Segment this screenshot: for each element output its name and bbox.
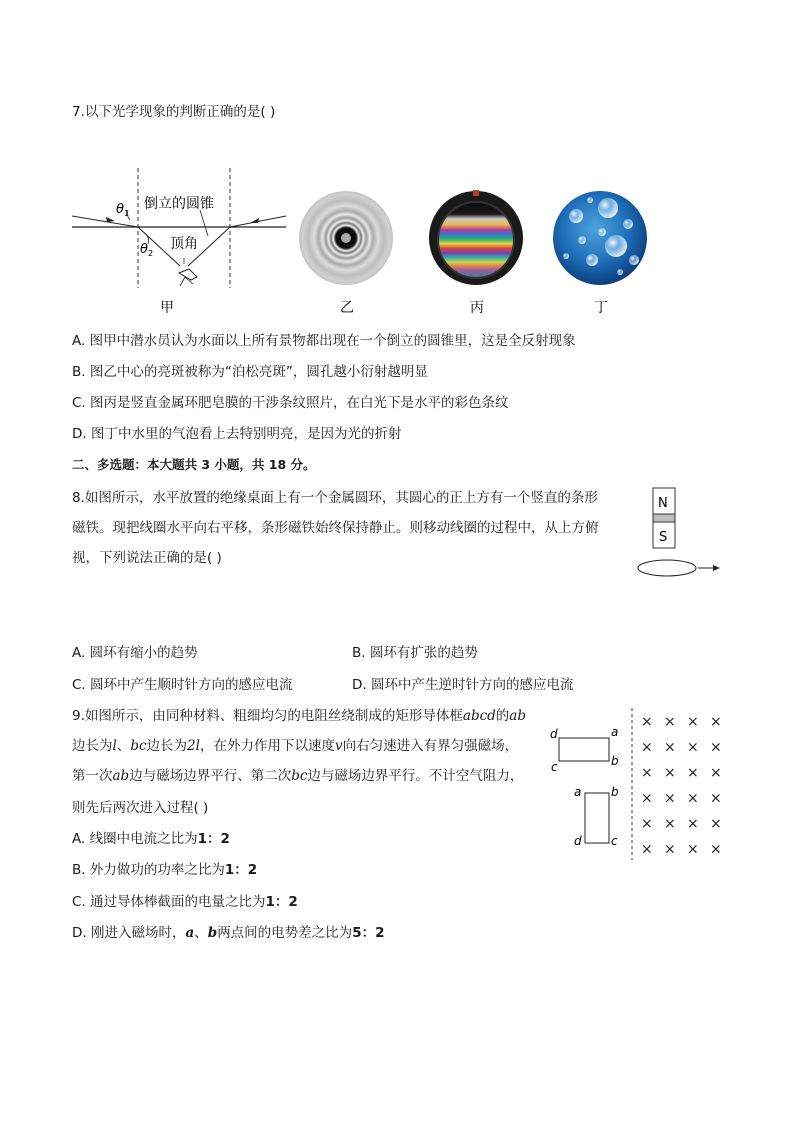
metal-ring	[638, 560, 696, 576]
q9-l3-text3: 边与磁场边界平行。不计空气阻力，	[307, 768, 524, 784]
q9-l3-var2: bc	[291, 768, 308, 784]
field-cross: ×	[710, 714, 722, 730]
frame2-label-c: c	[611, 834, 618, 848]
q9-od-sep: 、	[194, 925, 208, 941]
magnet-middle	[653, 514, 675, 522]
theta1-label: θ	[116, 202, 124, 217]
q8-option-b: B. 圆环有扩张的趋势	[352, 645, 478, 661]
q8-line-1: 8.如图所示，水平放置的绝缘桌面上有一个金属圆环，其圆心的正上方有一个竖直的条形	[72, 490, 598, 506]
yi-label: 乙	[340, 300, 354, 316]
q9-od-var-b: b	[207, 925, 218, 941]
frame2-label-d: d	[574, 834, 582, 848]
q9-l1-text1: 9.如图所示，由同种材料、粗细均匀的电阻丝绕制成的矩形导体框	[72, 708, 463, 724]
q9-oc-text: C. 通过导体棒截面的电量之比为	[72, 894, 266, 910]
q9-od-pre: D. 刚进入磁场时，	[72, 925, 186, 941]
q7-option-b: B. 图乙中心的亮斑被称为“泊松亮斑”，圆孔越小衍射越明显	[72, 364, 428, 380]
field-cross: ×	[664, 714, 676, 730]
field-cross: ×	[641, 765, 653, 781]
q8-option-c: C. 圆环中产生顺时针方向的感应电流	[72, 677, 293, 693]
q9-l1-text2: 的	[495, 708, 510, 724]
field-cross: ×	[641, 739, 653, 756]
q8-option-d: D. 圆环中产生逆时针方向的感应电流	[352, 677, 574, 693]
q8-option-a: A. 圆环有缩小的趋势	[72, 645, 198, 661]
q9-l3-text2: 边与磁场边界平行、第二次	[129, 768, 292, 784]
q7-figure	[60, 160, 660, 320]
q9-l2-var3: 2l	[187, 738, 200, 754]
q9-l1-var2: ab	[509, 708, 526, 724]
figure-ding	[553, 191, 647, 316]
q9-line-2	[72, 736, 518, 756]
field-cross: ×	[664, 790, 676, 807]
q9-ob-ratio: 1：2	[224, 862, 258, 878]
q9-l2-var1: l	[112, 738, 117, 754]
q9-l2-text2: 、	[116, 738, 131, 754]
field-cross: ×	[664, 765, 676, 781]
field-cross: ×	[687, 739, 699, 756]
field-cross: ×	[641, 816, 653, 832]
q9-option-b	[72, 860, 257, 880]
apex-text: 顶角	[170, 236, 198, 252]
frame1-label-b: b	[611, 754, 619, 768]
field-cross: ×	[710, 841, 722, 858]
q9-l2-text3: 边长为	[146, 738, 188, 754]
q9-oc-ratio: 1：2	[265, 894, 298, 910]
q9-l2-text5: 向右匀速进入有界匀强磁场，	[342, 738, 519, 754]
figure-jia	[72, 168, 286, 316]
section-prefix: 二、多选题：本大题共 3 小题，共	[72, 457, 269, 472]
magnetic-field	[641, 714, 722, 858]
q9-line-1	[72, 706, 526, 726]
cone-text: 倒立的圆锥	[144, 196, 214, 212]
q9-option-d	[72, 923, 384, 943]
field-cross: ×	[710, 816, 722, 832]
field-cross: ×	[641, 841, 653, 858]
q7-stem: 7.以下光学现象的判断正确的是( )	[72, 104, 276, 120]
frame1-label-a: a	[611, 725, 619, 739]
ding-label: 丁	[594, 300, 608, 316]
q8-line-3: 视，下列说法正确的是( )	[72, 550, 222, 566]
frame-horizontal	[550, 725, 619, 774]
q8-line-2: 磁铁。现把线圈水平向右平移，条形磁铁始终保持静止。则移动线圈的过程中，从上方俯	[72, 520, 599, 536]
bing-label: 丙	[470, 300, 484, 316]
q9-l2-var2: bc	[130, 738, 147, 754]
q9-l3-var1: ab	[112, 768, 130, 784]
field-cross: ×	[664, 816, 676, 832]
frame1-label-d: d	[550, 727, 558, 741]
magnet-s-label: S	[659, 530, 668, 545]
q7-option-d: D. 图丁中水里的气泡看上去特别明亮，是因为光的折射	[72, 426, 402, 442]
field-cross: ×	[710, 790, 722, 807]
q9-l2-var4: v	[334, 738, 343, 754]
field-cross: ×	[664, 841, 676, 858]
q9-oa-ratio: 1：2	[197, 831, 230, 847]
q9-l2-text1: 边长为	[72, 738, 113, 754]
frame2-label-b: b	[611, 785, 619, 799]
q9-line-3	[72, 766, 523, 786]
field-cross: ×	[641, 790, 653, 807]
frame1-label-c: c	[551, 760, 558, 774]
magnet-n-label: N	[658, 496, 668, 511]
field-cross: ×	[710, 765, 722, 781]
q9-option-c	[72, 892, 298, 912]
theta2-sub: 2	[148, 249, 154, 258]
figure-yi	[299, 191, 393, 316]
q9-od-ratio: 5：2	[352, 925, 385, 941]
field-cross: ×	[641, 714, 653, 730]
field-cross: ×	[710, 739, 722, 756]
field-cross: ×	[687, 765, 699, 781]
q7-option-a: A. 图甲中潜水员认为水面以上所有景物都出现在一个倒立的圆锥里，这是全反射现象	[72, 333, 576, 349]
field-cross: ×	[664, 739, 676, 756]
q9-od-var-a: a	[185, 925, 195, 941]
frame2-label-a: a	[574, 785, 582, 799]
theta1-sub: 1	[124, 209, 130, 218]
q8-figure	[630, 484, 730, 584]
jia-label: 甲	[160, 300, 174, 316]
field-cross: ×	[687, 841, 699, 858]
q9-line-4: 则先后两次进入过程( )	[72, 800, 209, 816]
section-suffix: 分。	[286, 457, 316, 472]
q9-figure	[545, 705, 735, 865]
field-cross: ×	[687, 714, 699, 730]
q9-oa-text: A. 线圈中电流之比为	[72, 831, 198, 847]
field-cross: ×	[687, 790, 699, 807]
q9-option-a	[72, 829, 230, 849]
section-heading	[72, 455, 316, 475]
q9-ob-text: B. 外力做功的功率之比为	[72, 862, 225, 878]
q9-od-post: 两点间的电势差之比为	[217, 925, 353, 941]
section-score: 18	[268, 457, 287, 472]
frame-vertical	[574, 785, 619, 848]
q9-l2-text4: ，在外力作用下以速度	[199, 738, 335, 754]
theta2-label: θ	[140, 242, 148, 257]
figure-bing	[429, 190, 523, 316]
q7-option-c: C. 图丙是竖直金属环肥皂膜的干涉条纹照片，在白光下是水平的彩色条纹	[72, 395, 509, 411]
field-cross: ×	[687, 816, 699, 832]
q9-l3-text1: 第一次	[72, 768, 113, 784]
q9-l1-var1: abcd	[462, 708, 496, 724]
